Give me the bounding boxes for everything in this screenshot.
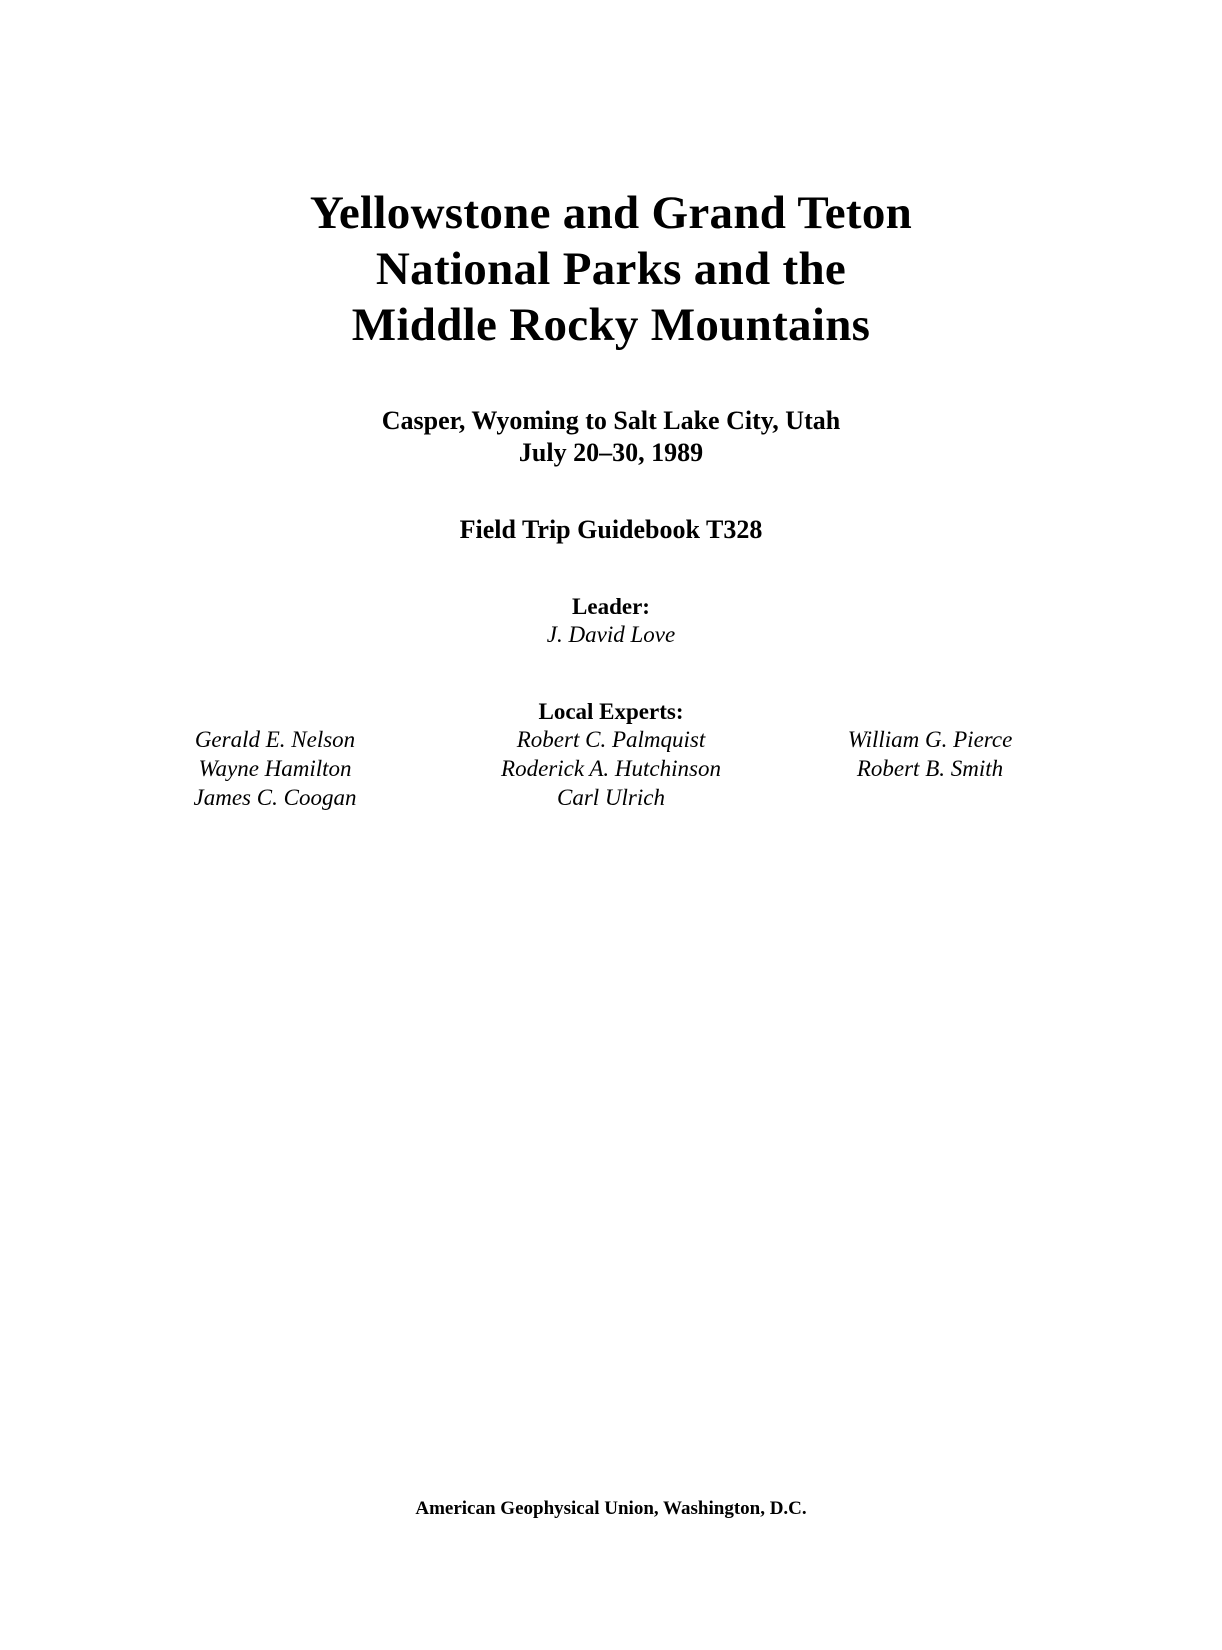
expert-name: Gerald E. Nelson: [194, 727, 356, 752]
title-line-2: National Parks and the: [375, 243, 847, 295]
experts-column-left: [175, 725, 375, 812]
expert-name: Carl Ulrich: [557, 785, 665, 810]
expert-name: Robert C. Palmquist: [516, 727, 706, 752]
guidebook-number: Field Trip Guidebook T328: [459, 515, 763, 544]
experts-column-middle: [411, 725, 811, 812]
expert-name: William G. Pierce: [847, 727, 1013, 752]
expert-name: James C. Coogan: [193, 785, 357, 810]
expert-name: Wayne Hamilton: [198, 756, 352, 781]
expert-name: Robert B. Smith: [856, 756, 1004, 781]
trip-dates: July 20–30, 1989: [518, 438, 704, 467]
expert-name: Roderick A. Hutchinson: [501, 756, 721, 781]
title-line-1: Yellowstone and Grand Teton: [309, 187, 913, 239]
page-title: [0, 185, 1222, 353]
trip-route: Casper, Wyoming to Salt Lake City, Utah: [381, 406, 841, 435]
leader-name: J. David Love: [546, 622, 676, 647]
title-line-3: Middle Rocky Mountains: [351, 299, 871, 351]
experts-column-right: [820, 725, 1040, 783]
leader-label: Leader:: [572, 594, 650, 619]
local-experts-label: Local Experts:: [538, 699, 684, 724]
trip-subtitle: [0, 405, 1222, 469]
publisher-line: American Geophysical Union, Washington, D.C.: [415, 1498, 807, 1519]
